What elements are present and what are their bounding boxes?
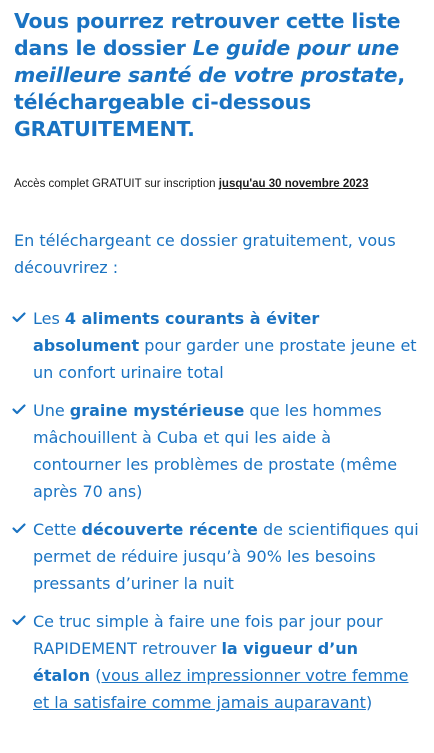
check-icon [11,520,27,536]
benefit-text: que les hommes mâchouillent à Cuba et qui les aide à contourner les problèmes de prostate (même après 70 ans) [33,401,398,501]
check-icon [11,401,27,417]
headline-part2: , téléchargeable ci-dessous GRATUITEMENT. [14,63,405,141]
benefit-text: ( [90,666,102,685]
headline [14,8,420,143]
access-deadline: jusqu'au 30 novembre 2023 [218,178,369,190]
benefit-item [14,608,420,716]
benefit-highlight: la vigueur d’un étalon [33,639,359,685]
headline-part1: Vous pourrez retrouver cette liste dans le dossier [14,9,401,60]
benefit-text: ) [365,693,373,712]
guide-title: Le guide pour une meilleure santé de votre prostate [14,36,400,87]
benefit-item [14,397,420,505]
benefit-item [14,305,420,386]
benefit-text: Ce truc simple à faire une fois par jour pour RAPIDEMENT retrouver [33,612,383,658]
benefit-highlight: graine mystérieuse [69,401,245,420]
benefits-list [14,305,420,716]
check-icon [11,309,27,325]
benefit-highlight: découverte récente [81,520,258,539]
access-info [14,178,420,190]
benefit-highlight: 4 aliments courants à éviter absolument [33,309,320,355]
benefit-text: de scientifiques qui permet de réduire jusqu’à 90% les besoins pressants d’uriner la nuit [33,520,419,593]
intro-text: En téléchargeant ce dossier gratuitement, vous découvrirez : [14,231,396,277]
check-icon [11,612,27,628]
benefit-text: Une [33,401,70,420]
benefit-text: Les [33,309,65,328]
benefit-item [14,516,420,597]
benefit-link[interactable]: vous allez impressionner votre femme et la satisfaire comme jamais auparavant [33,666,409,712]
access-prefix: Accès complet GRATUIT sur inscription [14,178,219,190]
benefit-text: pour garder une prostate jeune et un confort urinaire total [33,336,417,382]
benefit-text: Cette [33,520,82,539]
